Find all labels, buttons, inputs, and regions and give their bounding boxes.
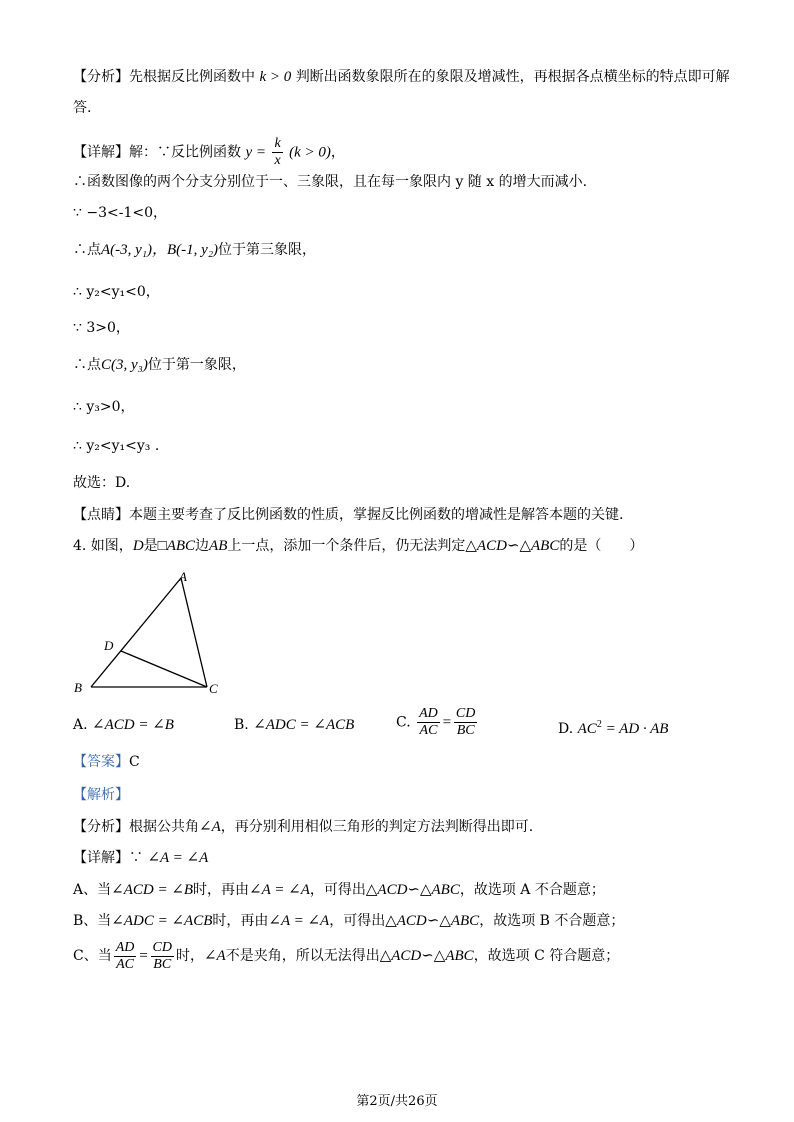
frac-num: CD (152, 939, 172, 955)
option-c-frac-1 (417, 706, 440, 739)
row-b-4: ，故选项 B 不合题意； (479, 913, 625, 929)
option-b (234, 710, 354, 740)
comment-tag: 【点睛】 (73, 507, 129, 523)
frac-den: BC (153, 956, 172, 972)
row-a-eq2: ∠A = ∠A (249, 882, 310, 898)
analysis-tag: 【分析】 (73, 69, 129, 85)
row-c-frac-2 (151, 940, 174, 973)
question-number: 4. 如图， (73, 538, 133, 554)
fraction-denominator: x (274, 153, 281, 168)
stem-side-ab: AB (209, 538, 228, 554)
frac-den: AC (419, 723, 438, 738)
q3-point-c (73, 355, 246, 375)
row-c-4: ，故选项 C 符合题意； (473, 948, 620, 964)
points-ab: A(-3, y₁)，B(-1, y₂) (101, 242, 219, 258)
function-lhs: y = (245, 144, 266, 161)
row-c-angle: ∠A (203, 948, 226, 964)
row-c-3: 不是夹角，所以无法得出 (225, 948, 380, 964)
q4-detail (73, 848, 208, 868)
q3-y3: ∴ y₃>0， (73, 399, 135, 415)
detail-text: 解：∵反比例函数 (129, 144, 241, 161)
function-condition: (k > 0) (289, 144, 331, 161)
row-a-1: A、当 (73, 882, 112, 898)
row-c-1: C、当 (73, 948, 112, 964)
q4-explain-tag: 【解析】 (73, 787, 129, 803)
q4-answer (73, 752, 140, 772)
row-b-1: B、当 (73, 913, 112, 929)
row-b-3: ，可得出 (329, 913, 386, 929)
triangle-figure (68, 566, 228, 701)
label-a: A (179, 569, 187, 584)
analysis-text: 先根据反比例函数中 (129, 69, 255, 85)
detail-end: ， (330, 144, 345, 161)
analysis-text-2: ，再分别利用相似三角形的判定方法判断得出即可. (220, 819, 534, 835)
detail-tag: 【详解】 (73, 144, 129, 161)
row-a-2: 时，再由 (193, 882, 250, 898)
option-d-rhs: = AD · AB (605, 721, 669, 737)
analysis-tag: 【分析】 (73, 819, 129, 835)
stem-text-2: 边 (195, 538, 210, 554)
q3-points-ab (73, 240, 316, 260)
row-a-3: ，可得出 (309, 882, 366, 898)
label-b: B (74, 680, 82, 695)
label-c: C (209, 681, 218, 696)
q4-row-a (73, 880, 605, 900)
frac-num: AD (419, 706, 438, 721)
fraction-numerator: k (274, 136, 281, 151)
detail-since: ∵ (129, 850, 143, 866)
row-a-4: ，故选项 A 不合题意； (459, 882, 605, 898)
stem-triangle: □ABC (157, 538, 196, 554)
frac-den: BC (456, 723, 475, 738)
comment-text: 本题主要考查了反比例函数的性质，掌握反比例函数的增减性是解答本题的关键. (129, 507, 624, 523)
stem-text-4: 的是（ ） (559, 538, 644, 554)
detail-tag: 【详解】 (73, 850, 129, 866)
q3-analysis-line (73, 67, 730, 87)
row-b-sim: △ACD∽△ABC (385, 913, 480, 929)
analysis-text: 根据公共角 (129, 819, 199, 835)
q3-analysis-line-2 (73, 98, 91, 118)
stem-similarity: △ACD∽△ABC (465, 538, 560, 554)
q3-detail-line (73, 136, 345, 169)
row-a-eq1: ∠ACD = ∠B (111, 882, 194, 898)
points-prefix: ∴点 (73, 242, 101, 258)
option-b-letter: B. (234, 717, 249, 733)
point-c-suffix: 位于第一象限， (147, 357, 246, 373)
stem-point-d: D (132, 538, 144, 554)
label-d: D (104, 638, 114, 653)
row-a-sim: △ACD∽△ABC (365, 882, 460, 898)
frac-num: AD (115, 939, 135, 955)
point-c-prefix: ∴点 (73, 357, 101, 373)
option-d-lhs: AC (577, 721, 597, 737)
option-c-letter: C. (396, 714, 411, 731)
stem-text-1: 是 (143, 538, 158, 554)
option-d-text (578, 721, 669, 737)
analysis-text-2: 判断出函数象限所在的象限及增减性，再根据各点横坐标的特点即可解 (295, 69, 730, 85)
row-b-2: 时，再由 (212, 913, 269, 929)
q3-comment (73, 505, 623, 525)
q3-y2-y1: ∴ y₂<y₁<0， (73, 284, 160, 300)
option-d (558, 710, 668, 744)
page-footer: 第2页/共26页 (356, 1094, 438, 1109)
k-condition: k > 0 (259, 69, 292, 85)
q4-row-c: C、当 $\frac{AD}{AC}$ = $\frac{CD}{BC}$ 时，∠A不是夹角，所以无法得出△ACD∽△ABC，故选项 C 符合题意； (73, 939, 620, 972)
points-suffix: 位于第三象限， (218, 242, 317, 258)
row-c-frac-1 (114, 940, 137, 973)
stem-text-3: 上一点，添加一个条件后，仍无法判定 (227, 538, 466, 554)
option-a-text: ∠ACD = ∠B (92, 717, 174, 733)
option-b-text: ∠ADC = ∠ACB (253, 717, 355, 733)
row-b-eq2: ∠A = ∠A (268, 913, 330, 929)
q3-choice: 故选：D. (73, 475, 131, 491)
analysis-angle: ∠A (199, 819, 221, 835)
q3-order: ∵ −3<-1<0， (73, 205, 168, 221)
row-c-2: 时， (175, 948, 204, 964)
answer-tag: 【答案】 (73, 754, 129, 770)
answer-value: C (129, 754, 140, 770)
q4-row-b (73, 911, 624, 931)
option-c-frac-2 (454, 706, 477, 739)
row-b-eq1: ∠ADC = ∠ACB (111, 913, 213, 929)
option-d-letter: D. (558, 721, 574, 737)
q4-stem (73, 536, 643, 556)
analysis-text-3: 答. (73, 100, 92, 116)
option-a-letter: A. (73, 717, 88, 733)
side-ac (181, 578, 207, 687)
row-c-sim: △ACD∽△ABC (379, 948, 474, 964)
option-a (73, 710, 174, 740)
point-c: C(3, y₃) (101, 357, 148, 373)
q3-branches: ∴函数图像的两个分支分别位于一、三象限，且在每一象限内 y 随 x 的增大而减小. (73, 174, 588, 190)
frac-num: CD (455, 706, 476, 721)
detail-eq: ∠A = ∠A (147, 850, 209, 866)
q3-3-gt-0: ∵ 3>0， (73, 320, 130, 336)
function-fraction (272, 136, 282, 169)
q3-final: ∴ y₂<y₁<y₃ . (73, 438, 160, 454)
q4-analysis (73, 817, 533, 837)
frac-den: AC (116, 956, 134, 972)
option-c: C. $\frac{AD}{AC}$ = $\frac{CD}{BC}$ (396, 706, 476, 738)
option-d-sup: 2 (596, 719, 602, 730)
segment-dc (121, 651, 207, 687)
